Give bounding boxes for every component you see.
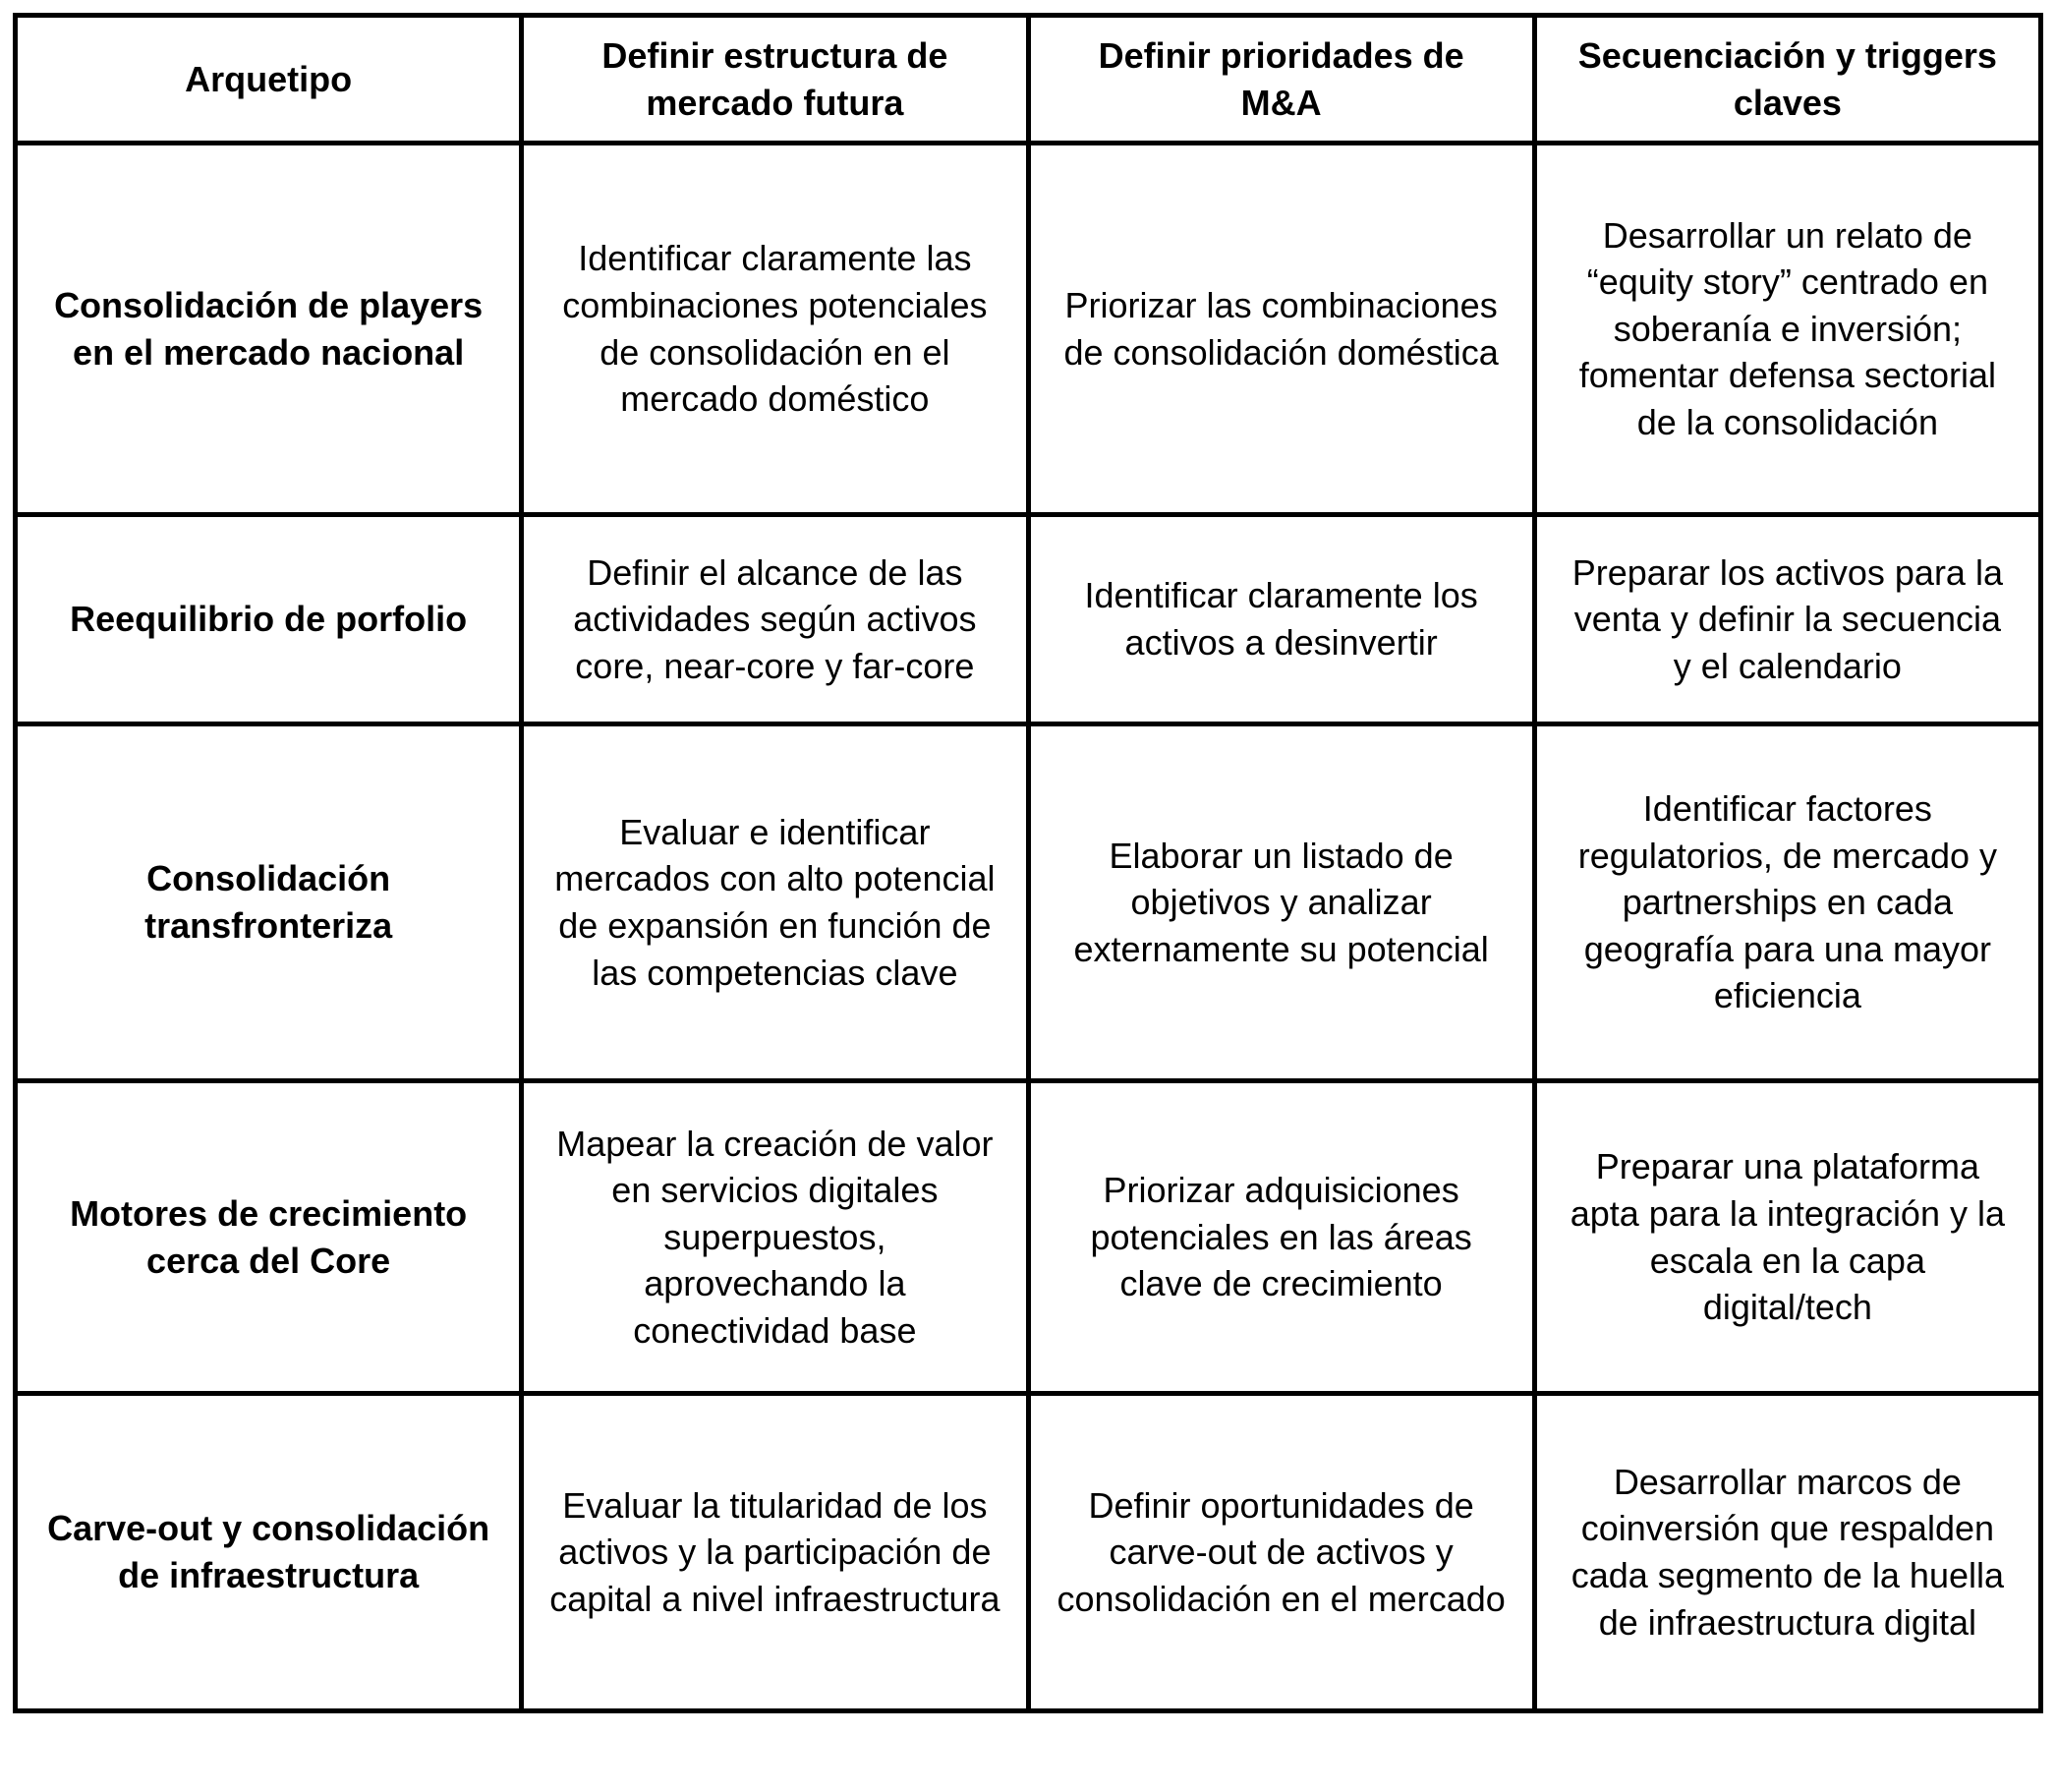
cell-estructura-mercado: Identificar claramente las combinaciones potenciales de consolidación en el mercado doméstico [522, 144, 1028, 515]
cell-estructura-mercado: Evaluar e identificar mercados con alto potencial de expansión en función de las competencias clave [522, 724, 1028, 1081]
cell-secuenciacion-triggers: Desarrollar marcos de coinversión que respalden cada segmento de la huella de infraestructura digital [1534, 1394, 2040, 1711]
archetype-label: Motores de crecimiento cerca del Core [16, 1081, 522, 1394]
column-header-arquetipo: Arquetipo [16, 16, 522, 144]
table-row-carveout-infraestructura [16, 1394, 2041, 1711]
archetype-label: Consolidación transfronteriza [16, 724, 522, 1081]
cell-secuenciacion-triggers: Preparar los activos para la venta y definir la secuencia y el calendario [1534, 515, 2040, 724]
table-row-motores-crecimiento [16, 1081, 2041, 1394]
column-header-prioridades-ma: Definir prioridades de M&A [1028, 16, 1534, 144]
archetype-label: Reequilibrio de porfolio [16, 515, 522, 724]
column-header-estructura-mercado: Definir estructura de mercado futura [522, 16, 1028, 144]
table-row-consolidacion-nacional [16, 144, 2041, 515]
cell-prioridades-ma: Identificar claramente los activos a desinvertir [1028, 515, 1534, 724]
cell-estructura-mercado: Evaluar la titularidad de los activos y la participación de capital a nivel infraestructura [522, 1394, 1028, 1711]
cell-prioridades-ma: Elaborar un listado de objetivos y analizar externamente su potencial [1028, 724, 1534, 1081]
cell-secuenciacion-triggers: Desarrollar un relato de “equity story” centrado en soberanía e inversión; fomentar defensa sectorial de la consolidación [1534, 144, 2040, 515]
cell-prioridades-ma: Priorizar adquisiciones potenciales en las áreas clave de crecimiento [1028, 1081, 1534, 1394]
archetype-label: Consolidación de players en el mercado nacional [16, 144, 522, 515]
cell-estructura-mercado: Mapear la creación de valor en servicios digitales superpuestos, aprovechando la conectividad base [522, 1081, 1028, 1394]
cell-estructura-mercado: Definir el alcance de las actividades según activos core, near-core y far-core [522, 515, 1028, 724]
cell-prioridades-ma: Definir oportunidades de carve-out de activos y consolidación en el mercado [1028, 1394, 1534, 1711]
header-row [16, 16, 2041, 144]
cell-prioridades-ma: Priorizar las combinaciones de consolidación doméstica [1028, 144, 1534, 515]
cell-secuenciacion-triggers: Identificar factores regulatorios, de mercado y partnerships en cada geografía para una mayor eficiencia [1534, 724, 2040, 1081]
column-header-secuenciacion-triggers: Secuenciación y triggers claves [1534, 16, 2040, 144]
cell-secuenciacion-triggers: Preparar una plataforma apta para la integración y la escala en la capa digital/tech [1534, 1081, 2040, 1394]
table-row-consolidacion-transfronteriza [16, 724, 2041, 1081]
archetype-table [13, 13, 2043, 1713]
archetype-label: Carve-out y consolidación de infraestructura [16, 1394, 522, 1711]
table-row-reequilibrio-porfolio [16, 515, 2041, 724]
